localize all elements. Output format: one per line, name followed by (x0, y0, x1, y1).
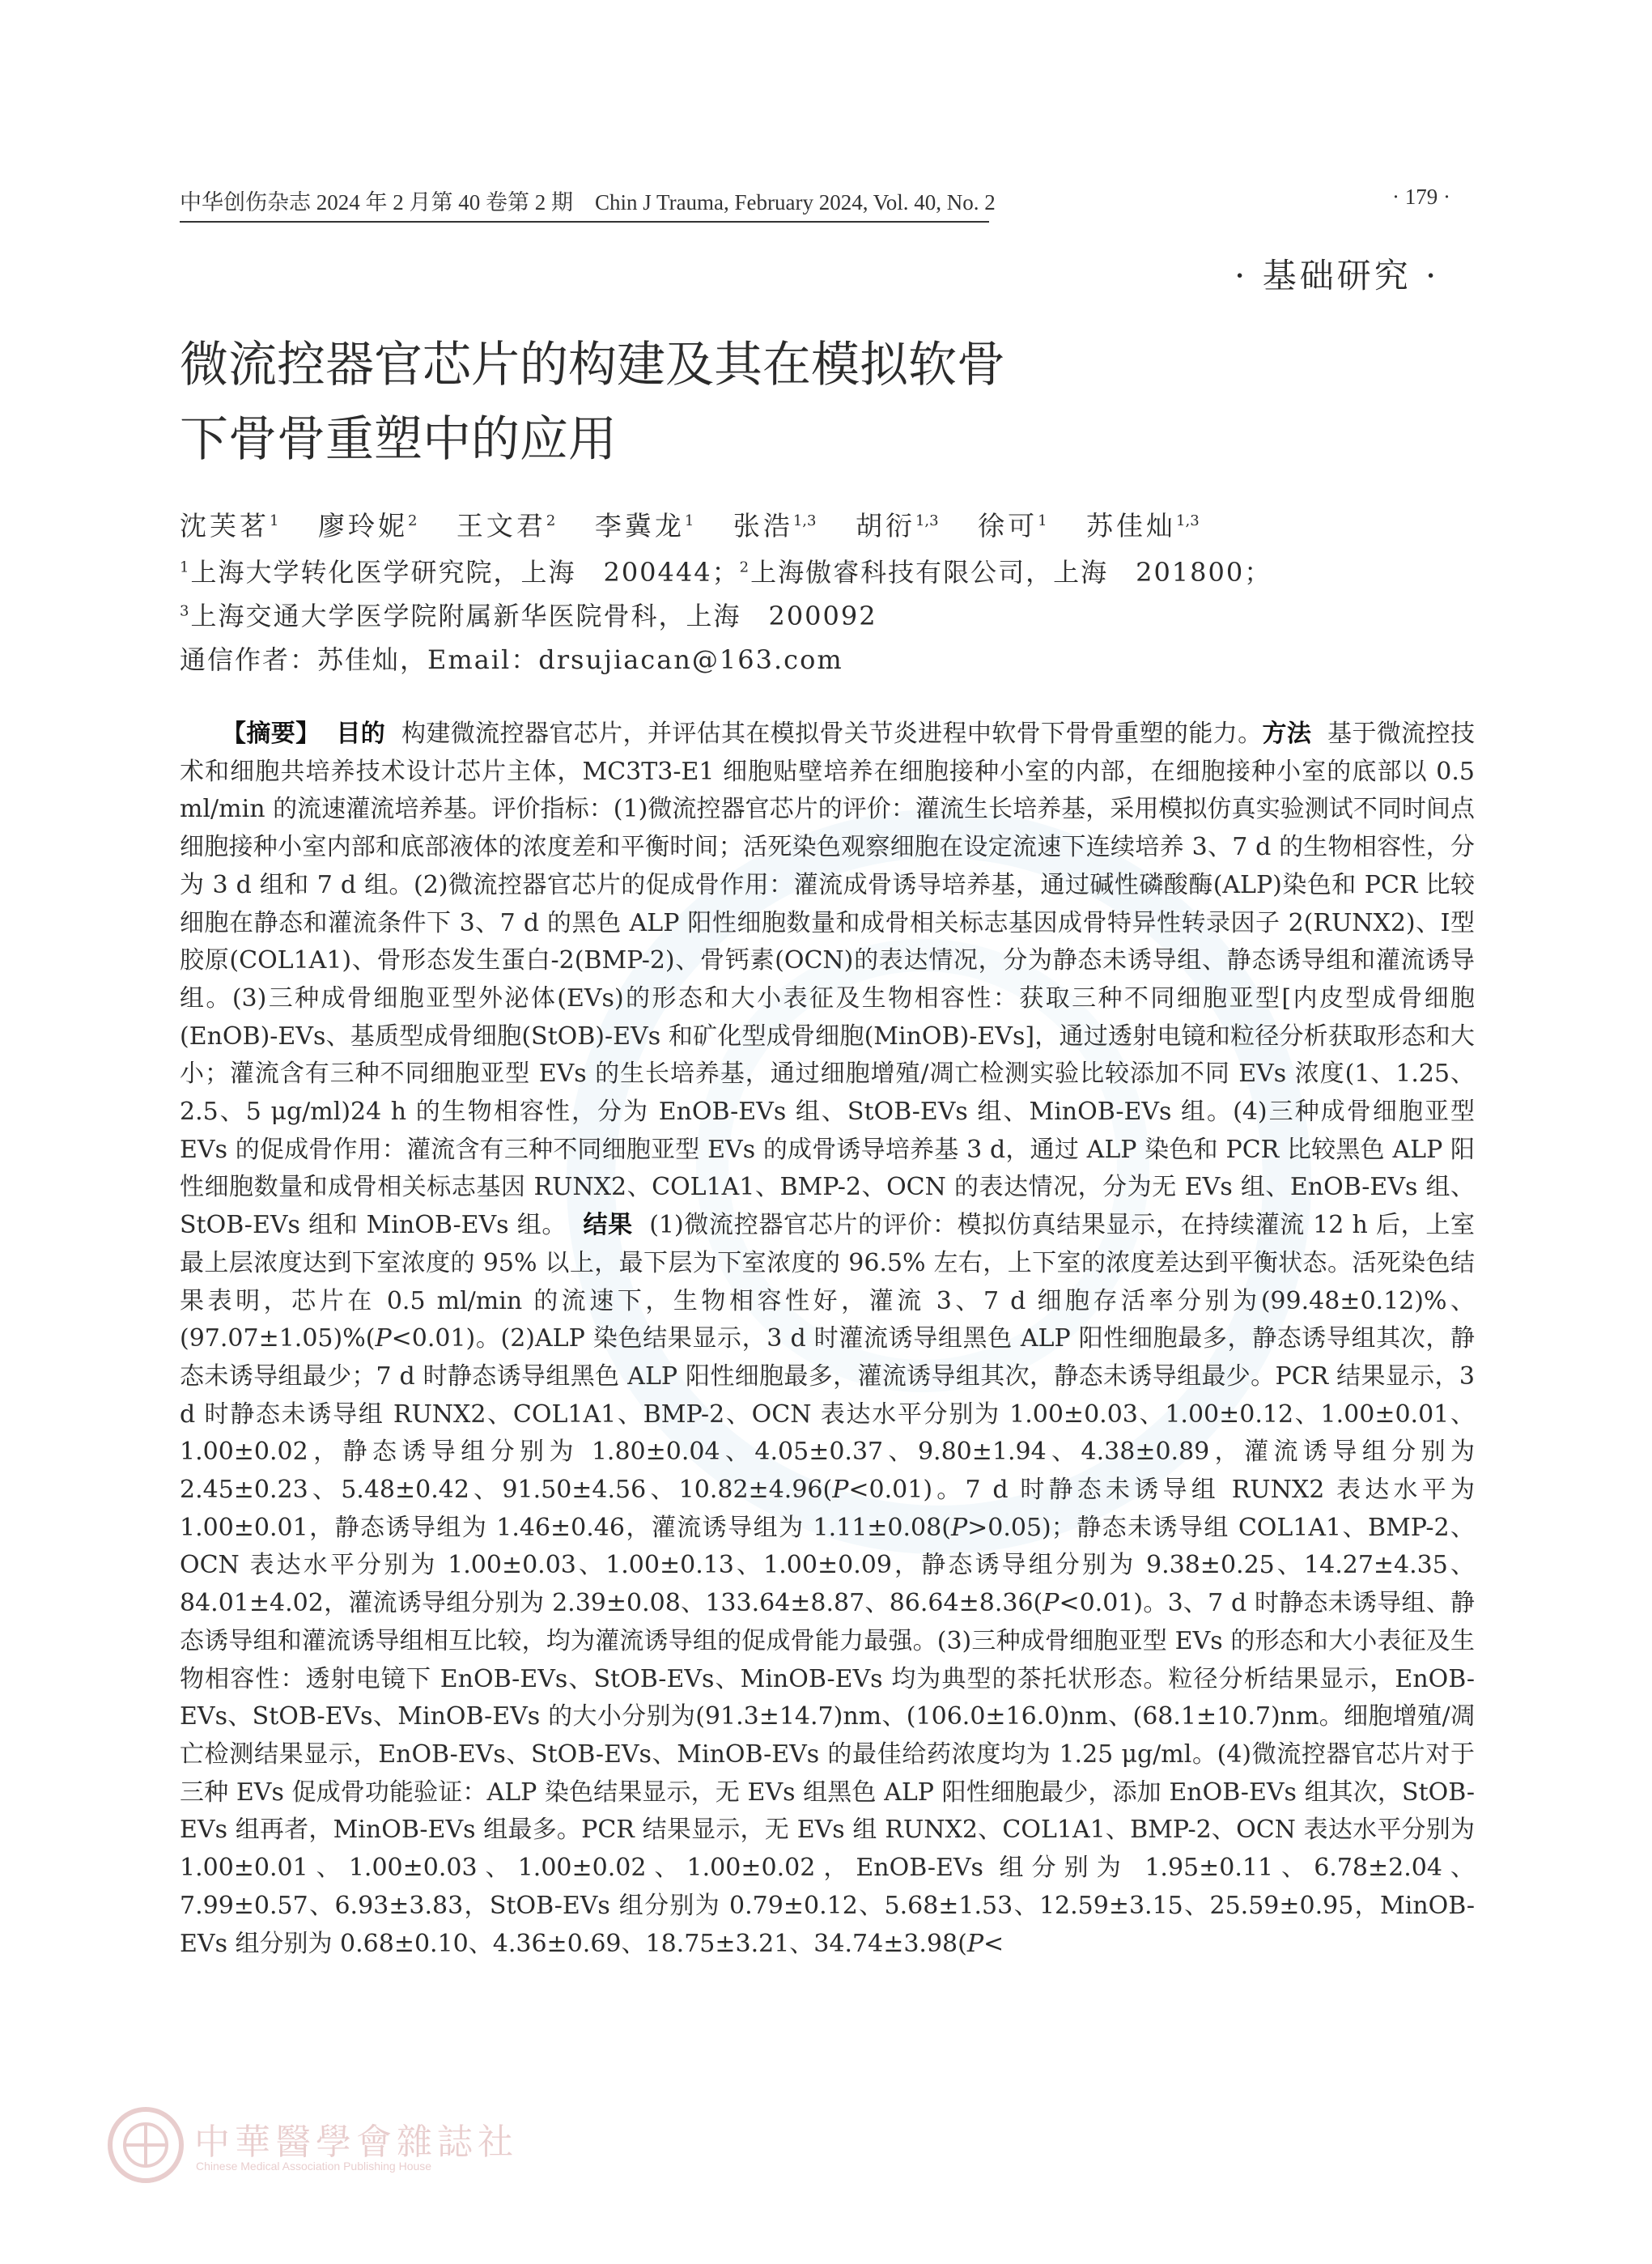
author (318, 510, 417, 542)
p-symbol: P (375, 1324, 392, 1353)
p-symbol: P (950, 1513, 968, 1542)
affiliation-1: 上海大学转化医学研究院，上海 200444； (190, 557, 740, 588)
abstract (180, 716, 1475, 1963)
abstract-paragraph (180, 716, 1475, 1963)
article-title (180, 328, 1232, 477)
results-text-d: >0.05)；静态未诱导组 COL1A1、BMP-2、OCN 表达水平分别为 1.00±0.03、1.00±0.13、1.00±0.09，静态诱导组分别为 9.38±0.25、14.27±4.35、84.01±4.02，灌流诱导组分别为 2.39±0.08、133.64±8.87、86.64±8.36( (180, 1513, 1476, 1618)
p-symbol: P (1043, 1589, 1060, 1618)
affiliation-line-2 (180, 596, 877, 633)
p-symbol: P (832, 1476, 849, 1505)
seal-icon (105, 2105, 186, 2185)
author-affiliation-mark: 1,3 (915, 512, 939, 529)
affiliation-3: 上海交通大学医学院附属新华医院骨科，上海 200092 (190, 601, 877, 631)
abstract-label: 【摘要】 (222, 720, 321, 748)
author-name: 徐可 (978, 510, 1038, 542)
author-name: 苏佳灿 (1086, 510, 1177, 542)
affiliation-mark: 3 (180, 602, 191, 620)
author-list (180, 505, 1230, 543)
affiliation-2: 上海傲睿科技有限公司，上海 201800； (750, 557, 1272, 588)
publisher-name-en: Chinese Medical Association Publishing House (196, 2160, 432, 2173)
author-name: 王文君 (456, 510, 546, 542)
purpose-label: 目的 (336, 720, 386, 748)
publisher-logo (105, 2105, 834, 2194)
p-symbol: P (966, 1929, 984, 1958)
results-text-a: (1)微流控器官芯片的评价：模拟仿真结果显示，在持续灌流 12 h 后，上室最上层浓度达到下室浓度的 95% 以上，最下层为下室浓度的 96.5% 左右，上下室的浓度差达到平衡状态。活死染色结果表明，芯片在 0.5 ml/min 的流速下，生物相容性好，灌流 3、7 d 细胞存活率分别为(99.48±0.12)%、(97.07±1.05)%( (180, 1211, 1476, 1353)
running-header: 中华创伤杂志 2024 年 2 月第 40 卷第 2 期 Chin J Trauma, February 2024, Vol. 40, No. 2 (180, 185, 989, 223)
purpose-text: 构建微流控器官芯片，并评估其在模拟骨关节炎进程中软骨下骨骨重塑的能力。 (401, 720, 1263, 748)
affiliation-mark: 1 (180, 559, 191, 576)
section-label: · 基础研究 · (1234, 256, 1440, 295)
page-number: · 179 · (1392, 185, 1450, 209)
author (856, 510, 939, 542)
title-line-1: 微流控器官芯片的构建及其在模拟软骨 (180, 337, 1005, 393)
author (1086, 510, 1200, 542)
results-text-b: <0.01)。(2)ALP 染色结果显示，3 d 时灌流诱导组黑色 ALP 阳性细胞最多，静态诱导组其次，静态未诱导组最少；7 d 时静态诱导组黑色 ALP 阳性细胞最多，灌流诱导组其次，静态未诱导组最少。PCR 结果显示，3 d 时静态未诱导组 RUNX2、COL1A1、BMP-2、OCN 表达水平分别为 1.00±0.03、1.00±0.12、1.00±0.01、1.00±0.02，静态诱导组分别为 1.80±0.04、4.05±0.37、9.80±1.94、4.38±0.89，灌流诱导组分别为 2.45±0.23、5.48±0.42、91.50±4.56、10.82±4.96( (180, 1324, 1475, 1505)
author-name: 廖玲妮 (317, 510, 408, 542)
author-affiliation-mark: 2 (407, 512, 418, 529)
author (457, 510, 555, 542)
author-affiliation-mark: 1 (684, 512, 694, 529)
title-line-2: 下骨骨重塑中的应用 (180, 411, 617, 468)
methods-text: 基于微流控技术和细胞共培养技术设计芯片主体，MC3T3-E1 细胞贴壁培养在细胞接种小室的内部，在细胞接种小室的底部以 0.5 ml/min 的流速灌流培养基。评价指标：(1)微流控器官芯片的评价：灌流生长培养基，采用模拟仿真实验测试不同时间点细胞接种小室内部和底部液体的浓度差和平衡时间；活死染色观察细胞在设定流速下连续培养 3、7 d 的生物相容性，分为 3 d 组和 7 d 组。(2)微流控器官芯片的促成骨作用：灌流成骨诱导培养基，通过碱性磷酸酶(ALP)染色和 PCR 比较细胞在静态和灌流条件下 3、7 d 的黑色 ALP 阳性细胞数量和成骨相关标志基因成骨特异性转录因子 2(RUNX2)、Ⅰ型胶原(COL1A1)、骨形态发生蛋白-2(BMP-2)、骨钙素(OCN)的表达情况，分为静态未诱导组、静态诱导组和灌流诱导组。(3)三种成骨细胞亚型外泌体(EVs)的形态和大小表征及生物相容性：获取三种不同细胞亚型[内皮型成骨细胞(EnOB)-EVs、基质型成骨细胞(StOB)-EVs 和矿化型成骨细胞(MinOB)-EVs]，通过透射电镜和粒径分析获取形态和大小；灌流含有三种不同细胞亚型 EVs 的生长培养基，通过细胞增殖/凋亡检测实验比较添加不同 EVs 浓度(1、1.25、2.5、5 μg/ml)24 h 的生物相容性，分为 EnOB-EVs 组、StOB-EVs 组、MinOB-EVs 组。(4)三种成骨细胞亚型 EVs 的促成骨作用：灌流含有三种不同细胞亚型 EVs 的成骨诱导培养基 3 d，通过 ALP 染色和 PCR 比较黑色 ALP 阳性细胞数量和成骨相关标志基因 RUNX2、COL1A1、BMP-2、OCN 的表达情况，分为无 EVs 组、EnOB-EVs 组、StOB-EVs 组和 MinOB-EVs 组。 (180, 720, 1476, 1240)
corresponding-author: 通信作者：苏佳灿，Email：drsujiacan@163.com (180, 644, 843, 675)
results-text-c: <0.01)。7 d 时静态未诱导组 RUNX2 表达水平为 1.00±0.01，静态诱导组为 1.46±0.46，灌流诱导组为 1.11±0.08( (180, 1476, 1475, 1542)
methods-label: 方法 (1262, 720, 1312, 748)
author-name: 胡衍 (855, 510, 915, 542)
author-affiliation-mark: 2 (546, 512, 556, 529)
author-affiliation-mark: 1 (270, 512, 279, 529)
affiliation-mark: 2 (739, 559, 751, 576)
author (180, 510, 278, 542)
author-name: 张浩 (733, 510, 793, 542)
affiliation-line-1 (180, 552, 1272, 589)
author-affiliation-mark: 1,3 (1176, 512, 1200, 529)
results-text-e: <0.01)。3、7 d 时静态未诱导组、静态诱导组和灌流诱导组相互比较，均为灌流诱导组的促成骨能力最强。(3)三种成骨细胞亚型 EVs 的形态和大小表征及生物相容性：透射电镜下 EnOB-EVs、StOB-EVs、MinOB-EVs 均为典型的茶托状形态。粒径分析结果显示，EnOB-EVs、StOB-EVs、MinOB-EVs 的大小分别为(91.3±14.7)nm、(106.0±16.0)nm、(68.1±10.7)nm。细胞增殖/凋亡检测结果显示，EnOB-EVs、StOB-EVs、MinOB-EVs 的最佳给药浓度均为 1.25 μg/ml。(4)微流控器官芯片对于三种 EVs 促成骨功能验证：ALP 染色结果显示，无 EVs 组黑色 ALP 阳性细胞最少，添加 EnOB-EVs 组其次，StOB-EVs 组再者，MinOB-EVs 组最多。PCR 结果显示，无 EVs 组 RUNX2、COL1A1、BMP-2、OCN 表达水平分别为 1.00±0.01、1.00±0.03、1.00±0.02、1.00±0.02，EnOB-EVs 组分别为 1.95±0.11、6.78±2.04、7.99±0.57、6.93±3.83，StOB-EVs 组分别为 0.79±0.12、5.68±1.53、12.59±3.15、25.59±0.95，MinOB-EVs 组分别为 0.68±0.10、4.36±0.69、18.75±3.21、34.74±3.98( (180, 1589, 1476, 1958)
author (978, 510, 1047, 542)
author (733, 510, 817, 542)
author (595, 510, 694, 542)
results-text-f: < (983, 1929, 1004, 1958)
author-name: 沈芙茗 (180, 510, 270, 542)
author-affiliation-mark: 1 (1038, 512, 1047, 529)
author-name: 李冀龙 (594, 510, 685, 542)
publisher-name: 中華醫學會雜誌社 (194, 2122, 518, 2163)
results-label: 结果 (583, 1211, 633, 1240)
author-affiliation-mark: 1,3 (792, 512, 817, 529)
